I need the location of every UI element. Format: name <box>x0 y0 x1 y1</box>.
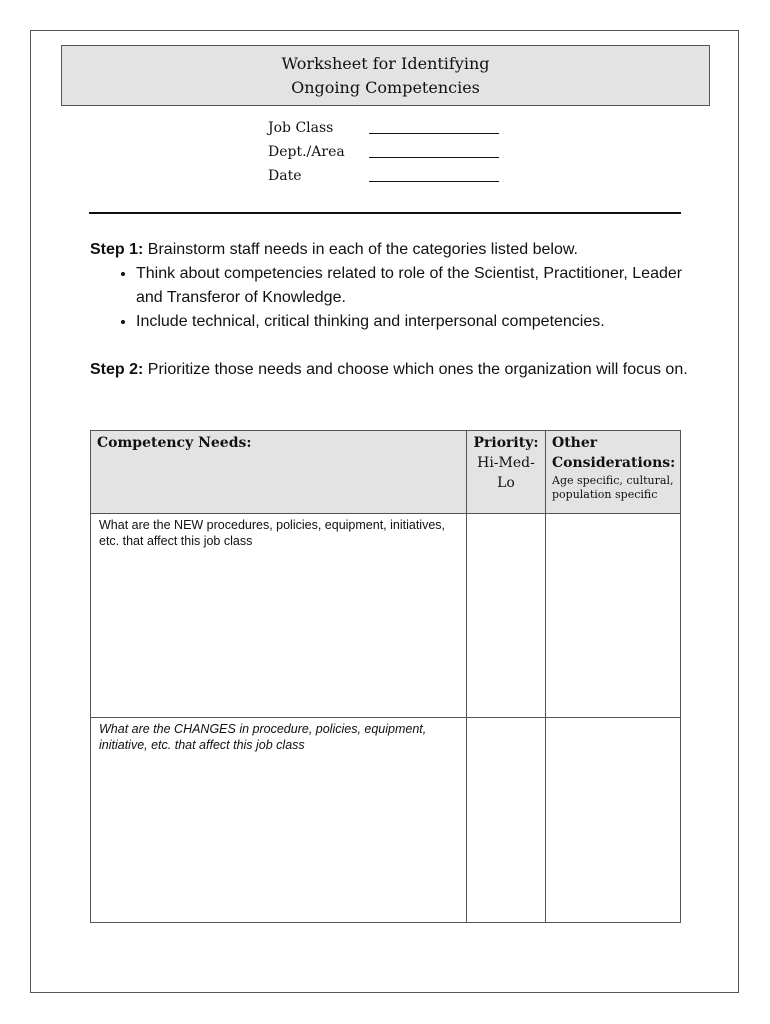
date-field[interactable] <box>268 166 508 190</box>
competency-table <box>90 430 681 923</box>
title-line-1: Worksheet for Identifying <box>281 54 490 73</box>
bullet-item: • Think about competencies related to role of the Scientist, Practitioner, Leader and Transferor of Knowledge. <box>136 262 700 310</box>
row-changes-other-cell[interactable] <box>546 718 681 923</box>
bullet-item: • Include technical, critical thinking and interpersonal competencies. <box>136 310 700 334</box>
header-other-considerations <box>546 431 681 514</box>
date-blank[interactable] <box>369 181 499 182</box>
row-new-priority-cell[interactable] <box>467 514 546 718</box>
meta-fields <box>268 118 508 190</box>
header-priority <box>467 431 546 514</box>
dept-area-blank[interactable] <box>369 157 499 158</box>
row-new-other-cell[interactable] <box>546 514 681 718</box>
job-class-label: Job Class <box>268 120 334 136</box>
row-changes-question[interactable]: What are the CHANGES in procedure, policies, equipment, initiative, etc. that affect this job class <box>91 718 467 923</box>
other-label: Other Considerations: <box>552 435 676 471</box>
job-class-field[interactable] <box>268 118 508 142</box>
dept-area-field[interactable] <box>268 142 508 166</box>
date-label: Date <box>268 168 302 184</box>
step-1-text: Brainstorm staff needs in each of the categories listed below. <box>147 241 578 258</box>
row-new-question[interactable]: What are the NEW procedures, policies, equipment, initiatives, etc. that affect this job class <box>91 514 467 718</box>
priority-scale: Hi-Med-Lo <box>477 455 535 491</box>
section-divider <box>89 212 681 214</box>
title-line-2: Ongoing Competencies <box>291 78 480 97</box>
instructions <box>90 238 700 382</box>
step-1-bullets <box>90 262 700 334</box>
table-header-row <box>91 431 681 514</box>
step-1-label: Step 1: <box>90 241 144 258</box>
priority-label: Priority: <box>473 435 539 451</box>
job-class-blank[interactable] <box>369 133 499 134</box>
worksheet-title <box>61 45 710 106</box>
row-changes-priority-cell[interactable] <box>467 718 546 923</box>
header-competency-needs: Competency Needs: <box>91 431 467 514</box>
step-2-text: Prioritize those needs and choose which ones the organization will focus on. <box>147 361 688 378</box>
table-row <box>91 514 681 718</box>
step-1 <box>90 238 700 262</box>
other-subtext: Age specific, cultural, population specific <box>552 474 674 501</box>
dept-area-label: Dept./Area <box>268 144 345 160</box>
table-row <box>91 718 681 923</box>
step-2-label: Step 2: <box>90 361 144 378</box>
step-2 <box>90 358 700 382</box>
